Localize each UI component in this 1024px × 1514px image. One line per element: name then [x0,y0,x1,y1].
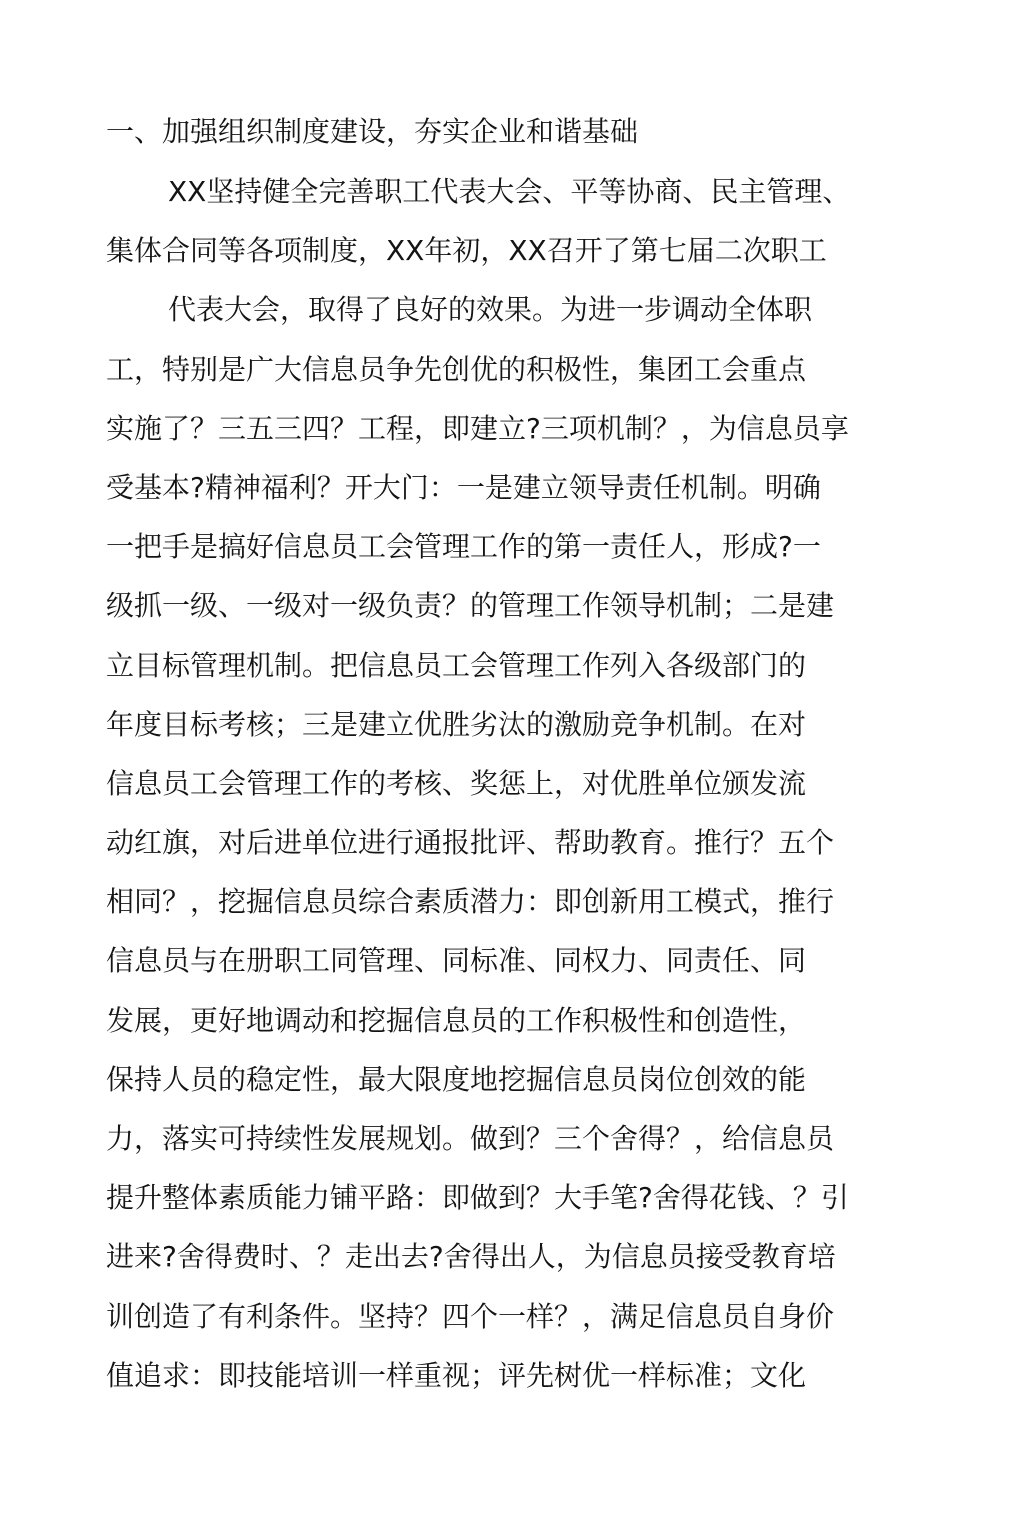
text-line: XX坚持健全完善职工代表大会、平等协商、民主管理、 [168,175,851,208]
text-line: 信息员工会管理工作的考核、奖惩上，对优胜单位颁发流 [106,766,807,800]
text-line: 保持人员的稳定性，最大限度地挖掘信息员岗位创效的能 [106,1062,807,1096]
body-text [106,172,850,1415]
text-line: 发展，更好地调动和挖掘信息员的工作积极性和创造性， [106,1003,807,1037]
text-line: 受基本?精神福利？开大门：一是建立领导责任机制。明确 [106,470,821,504]
text-line: 级抓一级、一级对一级负责？的管理工作领导机制；二是建 [106,589,835,623]
text-line: 年度目标考核；三是建立优胜劣汰的激励竞争机制。在对 [106,707,807,741]
text-line: 代表大会，取得了良好的效果。为进一步调动全体职 [168,293,813,327]
text-line: 立目标管理机制。把信息员工会管理工作列入各级部门的 [106,648,807,682]
text-line: 信息员与在册职工同管理、同标准、同权力、同责任、同 [106,944,807,978]
text-line: 实施了？三五三四？工程，即建立?三项机制？，为信息员享 [106,411,849,445]
text-line: 工，特别是广大信息员争先创优的积极性，集团工会重点 [106,352,807,386]
text-line: 训创造了有利条件。坚持？四个一样？，满足信息员自身价 [106,1299,835,1333]
text-line: 值追求：即技能培训一样重视；评先树优一样标准；文化 [106,1358,807,1392]
text-line: 力，落实可持续性发展规划。做到？三个舍得？，给信息员 [106,1122,835,1155]
text-line: 集体合同等各项制度，XX年初，XX召开了第七届二次职工 [106,234,827,268]
text-line: 动红旗，对后进单位进行通报批评、帮助教育。推行？五个 [106,826,835,860]
text-line: 提升整体素质能力铺平路：即做到？大手笔?舍得花钱、？引 [106,1181,849,1215]
text-line: 一把手是搞好信息员工会管理工作的第一责任人，形成?一 [106,530,821,564]
text-line: 进来?舍得费时、？走出去?舍得出人，为信息员接受教育培 [106,1240,836,1274]
section-heading: 一、加强组织制度建设，夯实企业和谐基础 [106,115,639,148]
text-line: 相同？，挖掘信息员综合素质潜力：即创新用工模式，推行 [106,885,835,919]
